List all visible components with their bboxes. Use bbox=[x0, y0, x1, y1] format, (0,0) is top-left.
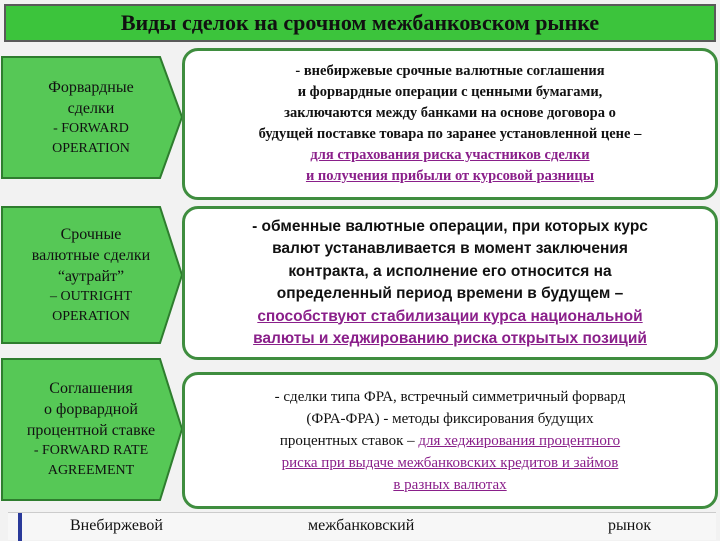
deal-description-fra bbox=[182, 372, 718, 509]
footer-caption bbox=[8, 512, 716, 540]
deal-type-title-line: процентной ставке bbox=[26, 422, 156, 439]
description-line: будущей поставке товара по заранее установленной цене – bbox=[258, 126, 642, 142]
deal-type-english-line: AGREEMENT bbox=[47, 463, 135, 478]
description-line: - сделки типа ФРА, встречный симметричный форвард bbox=[274, 388, 626, 405]
deal-type-title-line: Соглашения bbox=[49, 380, 133, 397]
description-purpose-line: в разных валютах bbox=[393, 476, 507, 493]
deal-type-english-line: OPERATION bbox=[52, 308, 130, 324]
description-purpose-line: для страхования риска участников сделки bbox=[310, 147, 590, 163]
footer-word: Внебиржевой bbox=[70, 517, 163, 534]
deal-type-title-line: валютные сделки bbox=[31, 246, 151, 264]
description-line: контракта, а исполнение его относится на bbox=[288, 262, 612, 280]
deal-description-outright bbox=[182, 206, 718, 360]
description-line: определенный период времени в будущем – bbox=[276, 285, 624, 302]
footer-word: рынок bbox=[608, 517, 652, 534]
page-title: Виды сделок на срочном межбанковском рынке bbox=[4, 4, 716, 42]
deal-type-english-line: - FORWARD RATE bbox=[33, 443, 149, 458]
deal-type-forward bbox=[0, 55, 184, 180]
description-purpose-line: валюты и хеджированию риска открытых позиций bbox=[253, 330, 647, 347]
deal-description-forward bbox=[182, 48, 718, 200]
description-line: и форвардные операции с ценными бумагами, bbox=[297, 84, 603, 100]
deal-type-title-line: “аутрайт” bbox=[57, 267, 125, 285]
deal-type-english-line: OPERATION bbox=[52, 140, 130, 156]
description-purpose-text: для хеджирования процентного bbox=[418, 432, 621, 449]
description-line: - обменные валютные операции, при которых курс bbox=[252, 217, 648, 235]
deal-type-title-line: сделки bbox=[67, 99, 115, 117]
description-mixed-line bbox=[280, 430, 620, 452]
footer-word: межбанковский bbox=[308, 517, 415, 534]
deal-type-title-line: о форвардной bbox=[44, 401, 138, 418]
description-purpose-line: риска при выдаче межбанковских кредитов и займов bbox=[281, 454, 619, 471]
deal-type-outright bbox=[0, 205, 184, 345]
footer-bar bbox=[18, 513, 22, 541]
deal-type-title-line: Форвардные bbox=[48, 78, 134, 96]
deal-type-english-line: - FORWARD bbox=[53, 120, 129, 136]
deal-type-fra bbox=[0, 357, 184, 502]
deal-type-english-line: – OUTRIGHT bbox=[49, 288, 133, 304]
description-line: (ФРА-ФРА) - методы фиксирования будущих bbox=[306, 410, 594, 427]
description-text: процентных ставок – bbox=[279, 432, 419, 449]
description-purpose-line: и получения прибыли от курсовой разницы bbox=[305, 168, 595, 184]
description-line: заключаются между банками на основе договора о bbox=[284, 105, 616, 121]
description-line: - внебиржевые срочные валютные соглашения bbox=[295, 63, 605, 79]
deal-type-title-line: Срочные bbox=[60, 225, 122, 243]
description-purpose-line: способствуют стабилизации курса национальной bbox=[257, 307, 643, 325]
description-line: валют устанавливается в момент заключения bbox=[272, 240, 628, 257]
